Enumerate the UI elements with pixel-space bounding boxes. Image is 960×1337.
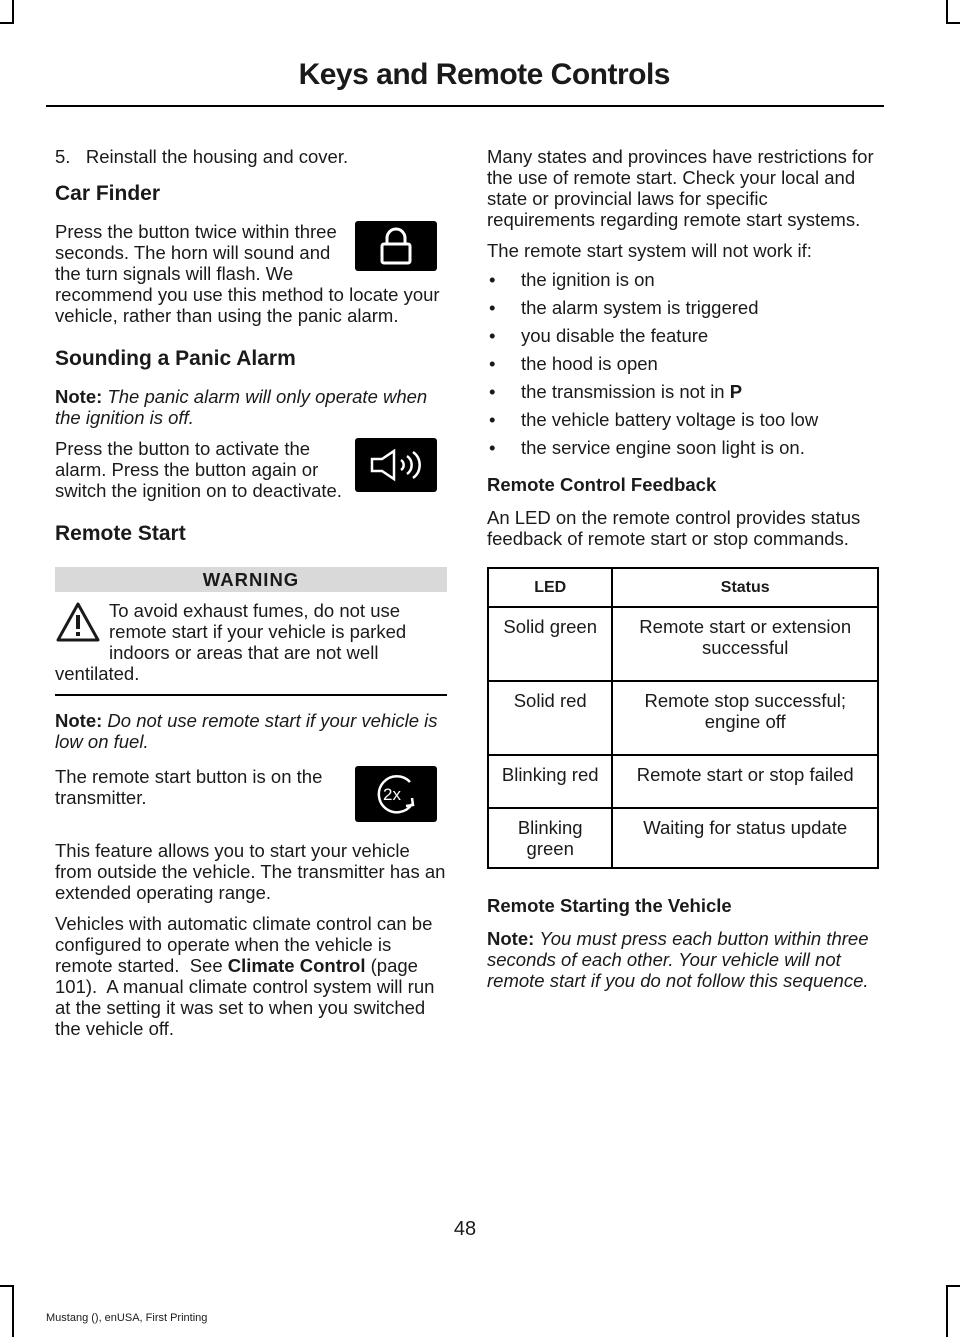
climate-text: [55, 913, 447, 1039]
table-cell: Blinking red: [488, 755, 612, 808]
conditions-list: [487, 269, 879, 458]
intro-text: Many states and provinces have restrictions for the use of remote start. Check your local and state or provincial laws for specific requirements regarding remote start systems.: [487, 146, 874, 230]
list-item: • you disable the feature: [487, 325, 879, 346]
car-finder-section: [55, 221, 447, 326]
table-cell: Solid green: [488, 607, 612, 681]
column-header: Status: [612, 568, 878, 607]
table-row: [488, 607, 878, 681]
table-cell: Blinking green: [488, 808, 612, 868]
right-column: [487, 146, 879, 1001]
car-finder-heading: Car Finder: [55, 182, 161, 205]
table-cell: Remote start or extension successful: [612, 607, 878, 681]
remote-start-heading: Remote Start: [55, 522, 186, 545]
list-item: [487, 381, 879, 402]
warning-text: To avoid exhaust fumes, do not use remote start if your vehicle is parked indoors or areas that are not well ventilated.: [55, 600, 407, 684]
crop-mark: [946, 1285, 948, 1337]
crop-mark: [0, 1285, 14, 1287]
note-text: You must press each button within three seconds of each other. Your vehicle will not remote start if you do not follow this sequence.: [487, 928, 869, 991]
led-status-table: [487, 567, 879, 869]
list-item: • the alarm system is triggered: [487, 297, 879, 318]
table-header-row: [488, 568, 878, 607]
list-item: • the hood is open: [487, 353, 879, 374]
panic-alarm-heading: Sounding a Panic Alarm: [55, 347, 296, 370]
not-work-text: The remote start system will not work if:: [487, 240, 812, 261]
panic-note: [55, 386, 447, 428]
step-5: 5. Reinstall the housing and cover.: [55, 146, 349, 167]
note-text: Do not use remote start if your vehicle is low on fuel.: [55, 710, 438, 752]
table-row: [488, 755, 878, 808]
feature-text: This feature allows you to start your vehicle from outside the vehicle. The transmitter has an extended operating range.: [55, 840, 446, 903]
crop-mark: [946, 22, 960, 24]
warning-triangle-icon: [55, 600, 101, 646]
crop-mark: [946, 1285, 960, 1287]
page-title: Keys and Remote Controls: [298, 58, 670, 91]
list-item: • the vehicle battery voltage is too low: [487, 409, 879, 430]
remote-button-section: [55, 766, 447, 826]
page-number: 48: [453, 1218, 477, 1240]
panic-text: Press the button to activate the alarm. Press the button again or switch the ignition on to deactivate.: [55, 438, 342, 501]
fuel-note: [55, 710, 447, 752]
list-item: • the service engine soon light is on.: [487, 437, 879, 458]
remote-start-2x-icon: [355, 766, 437, 822]
warning-label: WARNING: [55, 567, 447, 592]
lock-icon: [355, 221, 437, 271]
warning-box: [55, 567, 447, 696]
column-header: LED: [488, 568, 612, 607]
note-label: Note:: [55, 710, 103, 731]
climate-post: (page 101). A manual climate control system will run at the setting it was set to when you switched the vehicle off.: [55, 955, 435, 1039]
note-text: The panic alarm will only operate when the ignition is off.: [55, 386, 428, 428]
footer-text: Mustang (), enUSA, First Printing: [46, 1312, 208, 1324]
left-column: [55, 146, 447, 1049]
climate-pre: Vehicles with automatic climate control can be configured to operate when the vehicle is remote started. See: [55, 913, 433, 976]
note-label: Note:: [487, 928, 535, 949]
header-divider: [46, 105, 884, 107]
panic-section: [55, 438, 447, 501]
table-cell: Solid red: [488, 681, 612, 755]
table-cell: Remote start or stop failed: [612, 755, 878, 808]
list-item: • the ignition is on: [487, 269, 879, 290]
crop-mark: [946, 0, 948, 22]
starting-note: [487, 928, 879, 991]
list-item-text: the transmission is not in: [521, 381, 730, 402]
gear-p: P: [729, 381, 743, 402]
note-label: Note:: [55, 386, 103, 407]
table-row: [488, 808, 878, 868]
feedback-text: An LED on the remote control provides status feedback of remote start or stop commands.: [487, 507, 861, 549]
crop-mark: [12, 0, 14, 22]
table-cell: Remote stop successful; engine off: [612, 681, 878, 755]
table-cell: Waiting for status update: [612, 808, 878, 868]
climate-control-link[interactable]: Climate Control: [227, 955, 366, 976]
crop-mark: [0, 22, 14, 24]
remote-starting-heading: Remote Starting the Vehicle: [487, 895, 732, 916]
remote-start-2x-label: 2x: [383, 785, 401, 804]
remote-button-text: The remote start button is on the transmitter.: [55, 766, 323, 808]
crop-mark: [12, 1285, 14, 1337]
car-finder-text: Press the button twice within three seconds. The horn will sound and the turn signals will flash. We recommend you use this method to locate your vehicle, rather than using the panic alarm.: [55, 221, 440, 326]
horn-icon: [355, 438, 437, 492]
table-row: [488, 681, 878, 755]
feedback-heading: Remote Control Feedback: [487, 474, 717, 495]
